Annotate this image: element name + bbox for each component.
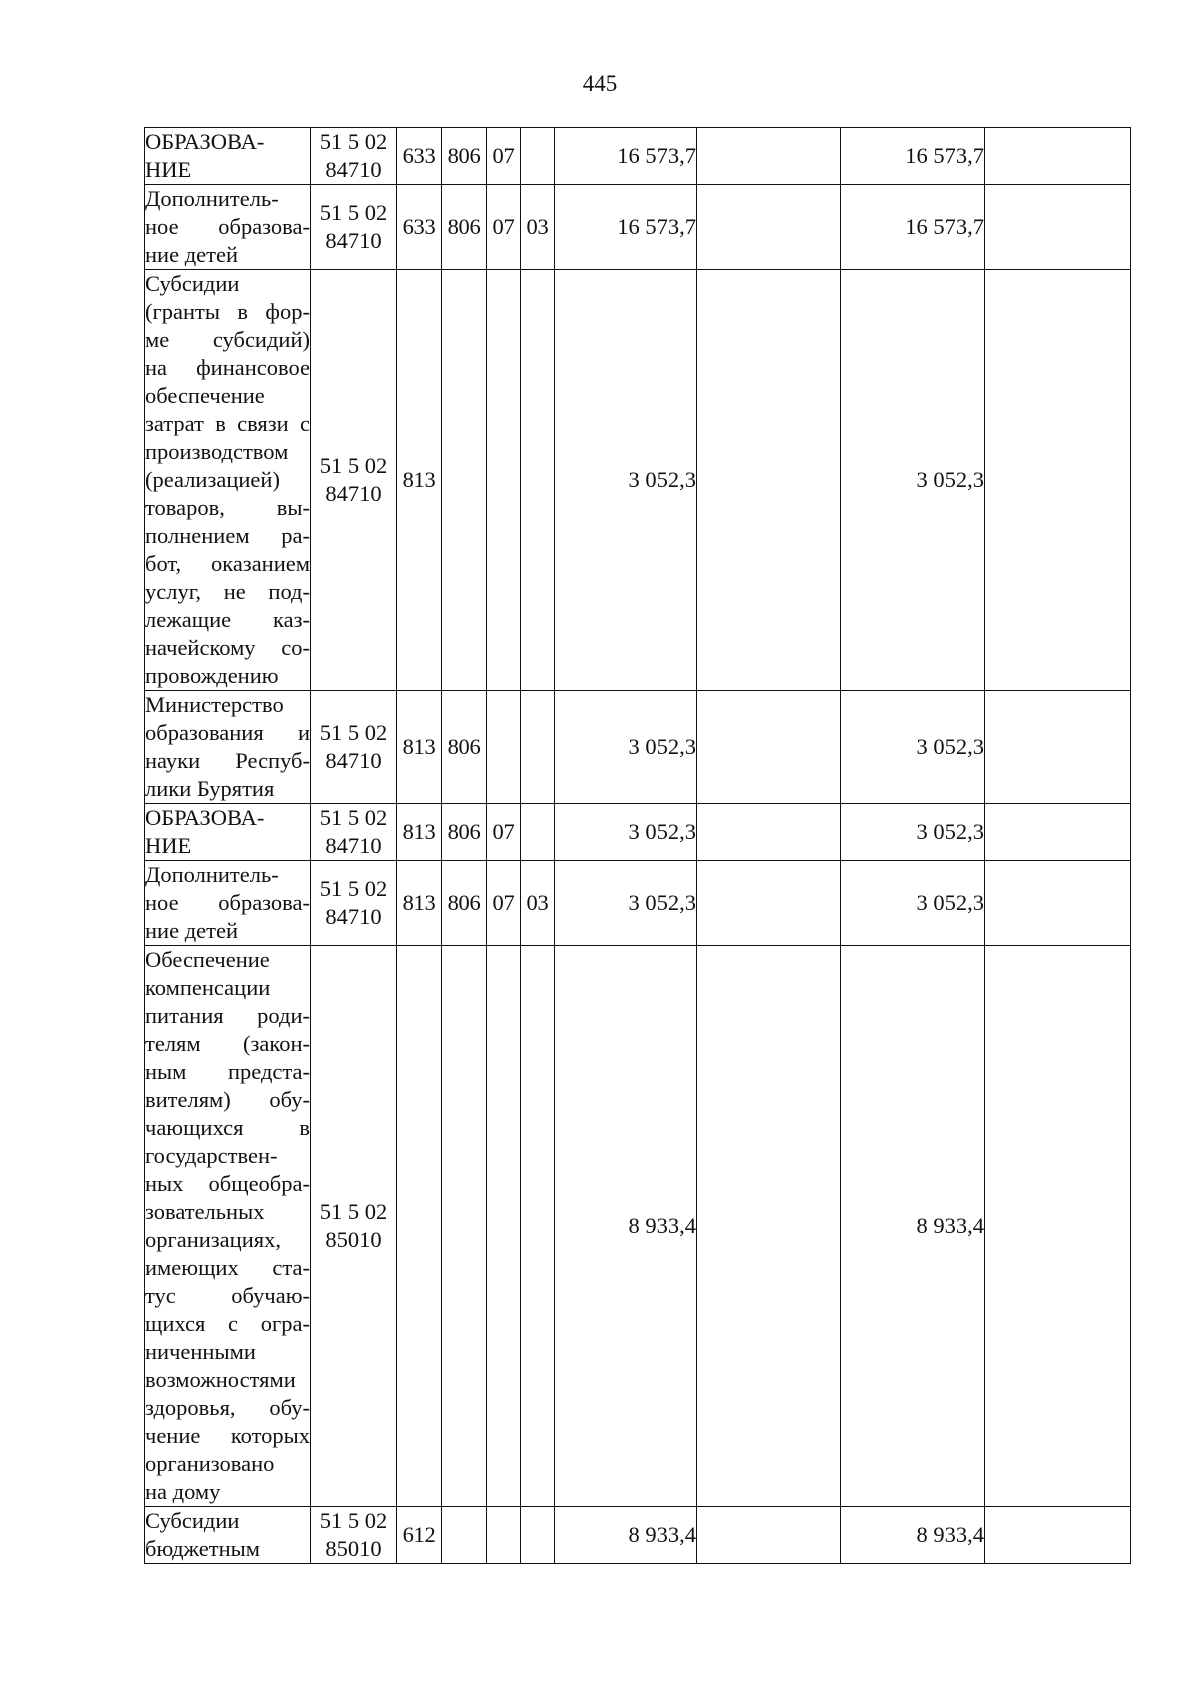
row-target-code-line: 51 5 02 (319, 129, 388, 154)
row-target-code-line: 51 5 02 (319, 720, 388, 745)
row-amount4 (985, 185, 1131, 270)
row-target-code (311, 270, 397, 691)
row-amount2 (697, 270, 841, 691)
row-name-line: ние детей (145, 242, 238, 267)
row-name-line: лики Бурятия (145, 776, 275, 801)
row-name-line: Субсидии (145, 271, 240, 296)
row-amount2 (697, 691, 841, 804)
row-amount3: 16 573,7 (841, 185, 985, 270)
row-amount4 (985, 691, 1131, 804)
row-name-line: чающихся в (145, 1115, 310, 1140)
row-pr-code (521, 270, 555, 691)
row-rz-code: 07 (487, 185, 521, 270)
row-name-line: государствен- (145, 1143, 278, 1168)
row-name-line: ОБРАЗОВА- (145, 129, 265, 154)
row-amount1: 3 052,3 (555, 270, 697, 691)
row-pr-code (521, 1507, 555, 1564)
row-name (145, 946, 311, 1507)
row-name-line: питания роди- (145, 1003, 310, 1028)
row-amount3: 8 933,4 (841, 946, 985, 1507)
row-name-line: ное образова- (145, 214, 310, 239)
row-amount1: 8 933,4 (555, 946, 697, 1507)
row-name-line: щихся с огра- (145, 1311, 310, 1336)
row-grbs-code (442, 946, 487, 1507)
row-name-line: полнением ра- (145, 523, 310, 548)
table-row (145, 804, 1131, 861)
row-amount3: 8 933,4 (841, 1507, 985, 1564)
row-name-line: ным предста- (145, 1059, 310, 1084)
row-amount4 (985, 1507, 1131, 1564)
table-row (145, 128, 1131, 185)
row-amount1: 3 052,3 (555, 804, 697, 861)
row-target-code (311, 804, 397, 861)
row-name-line: ние детей (145, 918, 238, 943)
row-amount1: 16 573,7 (555, 128, 697, 185)
row-amount4 (985, 270, 1131, 691)
row-amount4 (985, 946, 1131, 1507)
row-name-line: компенсации (145, 975, 271, 1000)
row-name-line: Субсидии (145, 1508, 240, 1533)
row-target-code (311, 128, 397, 185)
row-amount1: 3 052,3 (555, 691, 697, 804)
row-name-line: Дополнитель- (145, 862, 279, 887)
row-name-line: ных общеобра- (145, 1171, 310, 1196)
row-name-line: Дополнитель- (145, 186, 279, 211)
row-target-code (311, 861, 397, 946)
table-body (145, 128, 1131, 1564)
row-grbs-code (442, 270, 487, 691)
row-pr-code (521, 128, 555, 185)
row-name-line: НИЕ (145, 157, 192, 182)
row-vr-code: 813 (397, 861, 442, 946)
row-amount3: 3 052,3 (841, 691, 985, 804)
row-target-code (311, 946, 397, 1507)
row-vr-code: 612 (397, 1507, 442, 1564)
row-vr-code (397, 946, 442, 1507)
row-target-code-line: 84710 (325, 833, 382, 858)
row-amount4 (985, 128, 1131, 185)
row-target-code-line: 85010 (325, 1227, 382, 1252)
row-name-line: на финансовое (145, 355, 310, 380)
row-target-code-line: 51 5 02 (319, 453, 388, 478)
row-amount1: 16 573,7 (555, 185, 697, 270)
row-pr-code (521, 691, 555, 804)
row-name (145, 804, 311, 861)
row-rz-code: 07 (487, 128, 521, 185)
row-amount2 (697, 946, 841, 1507)
row-grbs-code: 806 (442, 691, 487, 804)
row-vr-code: 813 (397, 691, 442, 804)
row-vr-code: 813 (397, 804, 442, 861)
row-name-line: науки Респуб- (145, 748, 310, 773)
row-target-code (311, 691, 397, 804)
row-name-line: здоровья, обу- (145, 1395, 310, 1420)
row-name-line: (гранты в фор- (145, 299, 310, 324)
row-name-line: телям (закон- (145, 1031, 310, 1056)
row-amount2 (697, 1507, 841, 1564)
table-row (145, 861, 1131, 946)
row-name (145, 691, 311, 804)
row-name-line: организовано (145, 1451, 275, 1476)
row-amount4 (985, 861, 1131, 946)
row-amount2 (697, 861, 841, 946)
row-name-line: ме субсидий) (145, 327, 310, 352)
row-target-code-line: 84710 (325, 748, 382, 773)
row-name-line: Министерство (145, 692, 284, 717)
row-name-line: начейскому со- (145, 635, 310, 660)
row-target-code (311, 185, 397, 270)
row-name-line: обеспечение (145, 383, 265, 408)
row-target-code (311, 1507, 397, 1564)
row-amount3: 3 052,3 (841, 804, 985, 861)
row-rz-code (487, 270, 521, 691)
row-target-code-line: 84710 (325, 228, 382, 253)
row-name-line: (реализацией) (145, 467, 280, 492)
table-row (145, 185, 1131, 270)
row-pr-code (521, 946, 555, 1507)
row-amount3: 3 052,3 (841, 270, 985, 691)
row-amount4 (985, 804, 1131, 861)
row-pr-code (521, 804, 555, 861)
row-target-code-line: 51 5 02 (319, 1199, 388, 1224)
row-name-line: ниченными (145, 1339, 256, 1364)
row-rz-code (487, 946, 521, 1507)
row-name-line: Обеспечение (145, 947, 270, 972)
row-target-code-line: 84710 (325, 904, 382, 929)
row-amount2 (697, 804, 841, 861)
row-name-line: зовательных (145, 1199, 265, 1224)
row-name (145, 185, 311, 270)
row-vr-code: 633 (397, 128, 442, 185)
table-row (145, 946, 1131, 1507)
row-pr-code: 03 (521, 185, 555, 270)
row-name-line: НИЕ (145, 833, 192, 858)
table-row (145, 1507, 1131, 1564)
row-amount3: 3 052,3 (841, 861, 985, 946)
row-name-line: услуг, не под- (145, 579, 310, 604)
row-rz-code: 07 (487, 804, 521, 861)
row-target-code-line: 85010 (325, 1536, 382, 1561)
table-row (145, 270, 1131, 691)
page-number: 445 (582, 71, 618, 96)
row-name-line: затрат в связи с (145, 411, 310, 436)
row-name (145, 1507, 311, 1564)
row-target-code-line: 51 5 02 (319, 805, 388, 830)
row-name-line: на дому (145, 1479, 221, 1504)
row-name (145, 128, 311, 185)
row-amount1: 3 052,3 (555, 861, 697, 946)
row-grbs-code: 806 (442, 804, 487, 861)
row-rz-code (487, 691, 521, 804)
row-target-code-line: 51 5 02 (319, 200, 388, 225)
row-name-line: бюджетным (145, 1536, 261, 1561)
row-name-line: ное образова- (145, 890, 310, 915)
row-target-code-line: 84710 (325, 481, 382, 506)
budget-table (144, 127, 1131, 1564)
row-name-line: лежащие каз- (145, 607, 310, 632)
row-amount2 (697, 128, 841, 185)
row-amount1: 8 933,4 (555, 1507, 697, 1564)
row-name (145, 861, 311, 946)
row-target-code-line: 51 5 02 (319, 1508, 388, 1533)
row-name-line: организациях, (145, 1227, 281, 1252)
row-amount3: 16 573,7 (841, 128, 985, 185)
row-target-code-line: 84710 (325, 157, 382, 182)
row-target-code-line: 51 5 02 (319, 876, 388, 901)
row-name (145, 270, 311, 691)
row-name-line: возможностями (145, 1367, 296, 1392)
row-name-line: производством (145, 439, 289, 464)
row-name-line: вителям) обу- (145, 1087, 310, 1112)
row-rz-code: 07 (487, 861, 521, 946)
row-grbs-code (442, 1507, 487, 1564)
row-grbs-code: 806 (442, 128, 487, 185)
row-name-line: чение которых (145, 1423, 310, 1448)
row-name-line: бот, оказанием (145, 551, 310, 576)
row-grbs-code: 806 (442, 861, 487, 946)
row-name-line: имеющих ста- (145, 1255, 310, 1280)
table-row (145, 691, 1131, 804)
row-name-line: провождению (145, 663, 279, 688)
row-rz-code (487, 1507, 521, 1564)
row-vr-code: 633 (397, 185, 442, 270)
row-amount2 (697, 185, 841, 270)
row-grbs-code: 806 (442, 185, 487, 270)
row-name-line: ОБРАЗОВА- (145, 805, 265, 830)
row-name-line: тус обучаю- (145, 1283, 310, 1308)
row-name-line: образования и (145, 720, 310, 745)
row-pr-code: 03 (521, 861, 555, 946)
row-name-line: товаров, вы- (145, 495, 310, 520)
row-vr-code: 813 (397, 270, 442, 691)
